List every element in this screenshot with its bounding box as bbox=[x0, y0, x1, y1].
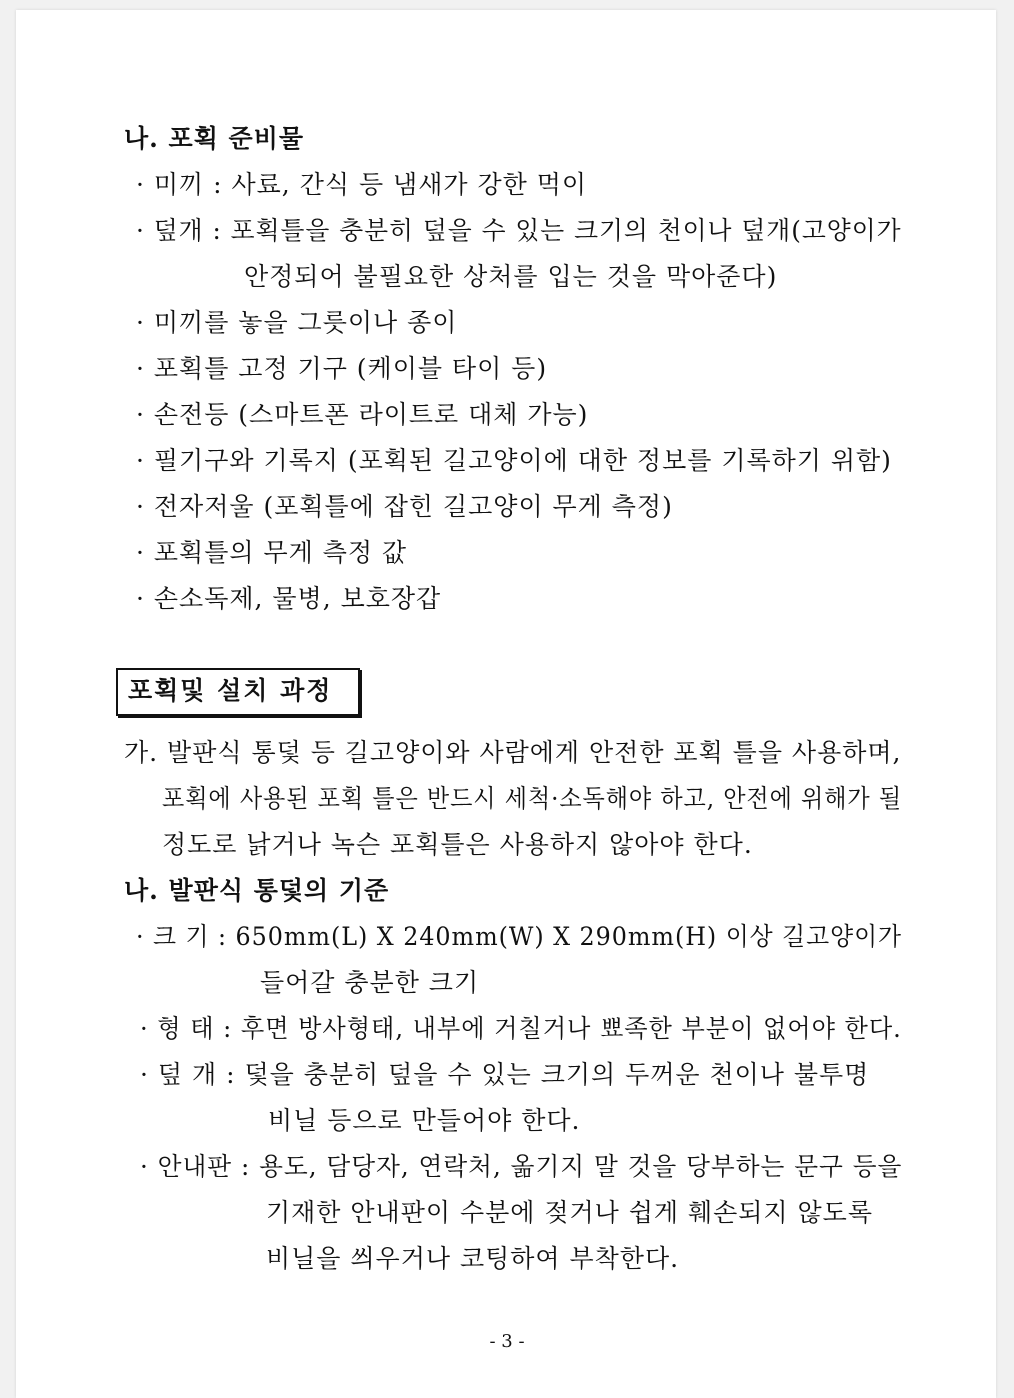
section-heading-trap-standard: 나. 발판식 통덫의 기준 bbox=[124, 876, 390, 905]
list-item: · 필기구와 기록지 (포획된 길고양이에 대한 정보를 기록하기 위함) bbox=[136, 446, 892, 475]
page-number: - 3 - bbox=[489, 1331, 525, 1352]
paragraph-line: 가. 발판식 통덫 등 길고양이와 사람에게 안전한 포획 틀을 사용하며, bbox=[124, 738, 902, 767]
list-item-continuation: 비닐 등으로 만들어야 한다. bbox=[268, 1106, 581, 1135]
list-item: · 손전등 (스마트폰 라이트로 대체 가능) bbox=[136, 400, 589, 429]
paragraph-line: 포획에 사용된 포획 틀은 반드시 세척·소독해야 하고, 안전에 위해가 될 bbox=[162, 784, 903, 813]
list-item: · 전자저울 (포획틀에 잡힌 길고양이 무게 측정) bbox=[136, 492, 673, 521]
paragraph-line: 정도로 낡거나 녹슨 포획틀은 사용하지 않아야 한다. bbox=[162, 830, 753, 859]
list-item: · 포획틀의 무게 측정 값 bbox=[136, 538, 408, 567]
list-item: · 미끼 : 사료, 간식 등 냄새가 강한 먹이 bbox=[136, 170, 587, 199]
section-heading-preparation: 나. 포획 준비물 bbox=[124, 124, 305, 153]
list-item: · 덮개 : 포획틀을 충분히 덮을 수 있는 크기의 천이나 덮개(고양이가 bbox=[136, 216, 902, 245]
list-item: · 안내판 : 용도, 담당자, 연락처, 옮기지 말 것을 당부하는 문구 등을 bbox=[140, 1152, 903, 1181]
list-item: · 형 태 : 후면 방사형태, 내부에 거칠거나 뾰족한 부분이 없어야 한다. bbox=[140, 1014, 902, 1043]
list-item-continuation: 기재한 안내판이 수분에 젖거나 쉽게 훼손되지 않도록 bbox=[266, 1198, 873, 1227]
list-item: · 덮 개 : 덫을 충분히 덮을 수 있는 크기의 두꺼운 천이나 불투명 bbox=[140, 1060, 870, 1089]
list-item: · 손소독제, 물병, 보호장갑 bbox=[136, 584, 442, 613]
section-title: 포획및 설치 과정 bbox=[128, 676, 333, 705]
list-item-continuation: 들어갈 충분한 크기 bbox=[260, 968, 480, 997]
list-item-continuation: 비닐을 씌우거나 코팅하여 부착한다. bbox=[266, 1244, 680, 1273]
list-item-continuation: 안정되어 불필요한 상처를 입는 것을 막아준다) bbox=[244, 262, 778, 291]
list-item: · 포획틀 고정 기구 (케이블 타이 등) bbox=[136, 354, 548, 383]
list-item: · 크 기 : 650mm(L) X 240mm(W) X 290mm(H) 이상 길고양이가 bbox=[136, 922, 903, 951]
list-item: · 미끼를 놓을 그릇이나 종이 bbox=[136, 308, 458, 337]
